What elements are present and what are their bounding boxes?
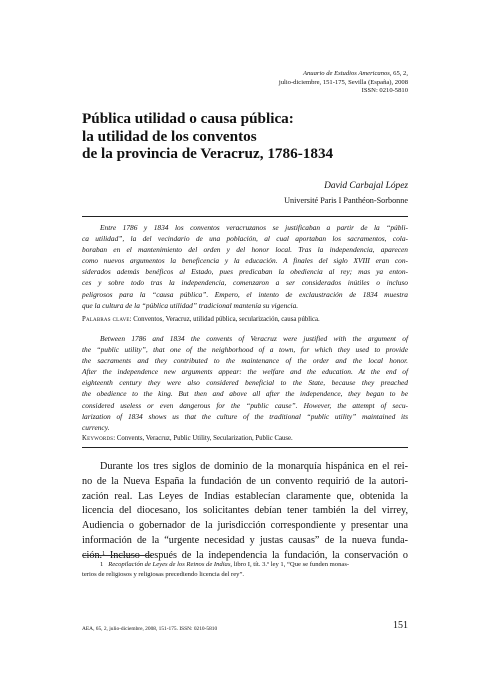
footnote-text: , libro I, tít. 3.º ley 1, “Que se funden monas- — [230, 561, 350, 568]
abstract-en-line: the “public utility”, that one of the neighborhood of a town, for which they used to provide — [82, 345, 408, 355]
journal-issn: ISSN: 0210-5810 — [361, 87, 408, 95]
abstract-es-line: boraban en el mantenimiento del orden y del honor local. Tras la independencia, aparecen — [82, 245, 408, 255]
footnote-source: Recopilación de Leyes de los Reinos de Indias — [108, 561, 231, 568]
journal-name: Anuario de Estudios Americanos — [302, 70, 390, 77]
body-text — [82, 460, 408, 564]
footnote-line: terios de religiosos y religiosas precediendo licencia del rey”. — [82, 571, 245, 578]
abstract-es-line: ces y sobre todo tras la independencia, comenzaron a ser considerados inútiles o incluso — [82, 278, 408, 288]
body-line: licencia del diocesano, los solicitantes debían tener también la del virrey, — [82, 505, 408, 517]
abstract-top-rule — [82, 216, 408, 217]
body-line: información de la “urgente necesidad y justas causas” de la nueva funda- — [82, 534, 408, 546]
body-line: zación real. Las Leyes de Indias establecían claramente que, obtenida la — [82, 490, 408, 502]
author-name: David Carbajal López — [324, 181, 408, 191]
journal-header — [148, 70, 408, 96]
footnote-line — [82, 560, 408, 570]
abstract-english — [82, 333, 408, 433]
body-line: Audiencia o gobernador de la jurisdicción correspondiente y presentar una — [82, 520, 408, 532]
keywords-english — [82, 434, 408, 443]
abstract-en-line: the sacraments and they contributed to the maintenance of the order and the local honor. — [82, 356, 408, 366]
journal-volume: , 65, 2, — [389, 70, 408, 77]
body-text-fragment: Incluso después de la independencia la fundación, la conservación o — [105, 549, 408, 561]
page-number: 151 — [393, 620, 408, 631]
abstract-en-line: After the independence new arguments appear: the welfare and the education. At the end of — [82, 367, 408, 377]
title-line-3: de la provincia de Veracruz, 1786-1834 — [82, 145, 334, 163]
footnote-reference[interactable]: 1 — [102, 550, 106, 557]
keywords-spanish — [82, 315, 408, 324]
keywords-en-text: : Convents, Veracruz, Public Utility, Secularization, Public Cause. — [113, 435, 293, 442]
abstract-es-line: ca utilidad”, la del vecindario de una población, al cual aportaban los sacramentos, cola- — [82, 234, 408, 244]
abstract-en-line: the obedience to the king. But then and above all after the independence, they began to be — [82, 389, 408, 399]
body-line: Durante los tres siglos de dominio de la monarquía hispánica en el rei- — [100, 461, 408, 472]
abstract-en-line: Between 1786 and 1834 the convents of Veracruz were justified with the argument of — [100, 334, 408, 343]
abstract-es-line: peligrosos para la “causa pública”. Empero, el intento de exclaustración de 1834 muestra — [82, 289, 408, 299]
article-title — [82, 110, 412, 163]
body-line: no de la Nueva España la fundación de un convento requirió de la autori- — [82, 475, 408, 487]
title-line-1: Pública utilidad o causa pública: — [82, 110, 294, 127]
abstract-es-line: siderados además benéficos al Estado, pues predicaban la obediencia al rey; mas ya enton- — [82, 267, 408, 277]
body-text-fragment: ción. — [82, 549, 103, 561]
abstract-en-line: larization of 1834 shows us that the culture of the traditional “public utility” maintained its — [82, 411, 408, 421]
abstract-es-line: que la cultura de la “pública utilidad” tradicional mantenía su vigencia. — [82, 300, 299, 310]
footnote-rule — [82, 555, 152, 556]
footnote-number: 1 — [100, 561, 104, 568]
journal-citation-line2: julio-diciembre, 151-175, Sevilla (España), 2008 — [278, 78, 408, 86]
journal-citation-line1 — [148, 70, 408, 79]
keywords-en-label: Keywords — [82, 435, 114, 442]
author-affiliation: Université Paris I Panthéon-Sorbonne — [284, 196, 408, 205]
abstract-spanish — [82, 222, 408, 311]
footnote — [82, 560, 408, 580]
abstract-bottom-rule — [82, 447, 408, 448]
footer-citation: AEA, 65, 2, julio-diciembre, 2008, 151-175. ISSN: 0210-5810 — [82, 626, 218, 632]
abstract-es-line: como nuevos argumentos la beneficencia y la educación. A finales del siglo XVIII eran con- — [82, 256, 408, 266]
keywords-es-text: : Conventos, Veracruz, utilidad pública, secularización, causa pública. — [129, 316, 320, 323]
abstract-es-line: Entre 1786 y 1834 los conventos veracruzanos se justificaban a partir de la “públi- — [100, 223, 408, 232]
abstract-en-line: considered useless or even dangerous for the “public cause”. However, the attempt of secu- — [82, 400, 408, 410]
abstract-en-line: currency. — [82, 422, 110, 432]
keywords-es-label: Palabras clave — [82, 316, 130, 323]
title-line-2: la utilidad de los conventos — [82, 127, 257, 145]
abstract-en-line: eighteenth century they were also considered beneficial to the State, because they preached — [82, 378, 408, 388]
